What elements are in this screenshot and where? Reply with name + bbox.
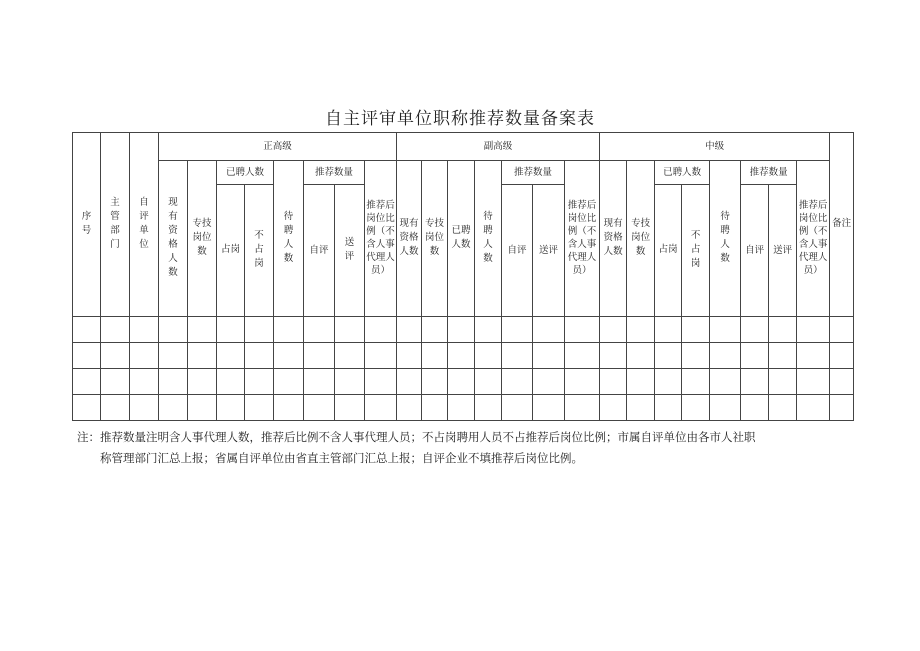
header-occupy-3: 占岗 [655,185,682,316]
table-cell[interactable] [600,342,627,368]
header-self-2: 自评 [502,185,533,316]
table-cell[interactable] [830,342,854,368]
header-rec-3: 推荐数量 [741,161,797,185]
header-post-1: 专技岗位数 [188,161,217,317]
table-cell[interactable] [502,368,533,394]
table-cell[interactable] [655,316,682,342]
table-cell[interactable] [365,342,397,368]
form-title: 自主评审单位职称推荐数量备案表 [325,109,595,129]
table-cell[interactable] [448,342,475,368]
table-cell[interactable] [335,394,365,420]
table-cell[interactable] [600,316,627,342]
table-cell[interactable] [101,368,130,394]
header-hired-1: 已聘人数 [217,161,274,185]
header-hired-2: 已聘人数 [448,161,475,317]
header-seq: 序号 [73,133,101,317]
table-cell[interactable] [533,394,565,420]
table-cell[interactable] [217,368,245,394]
table-cell[interactable] [274,316,304,342]
table-cell[interactable] [304,316,335,342]
table-cell[interactable] [217,316,245,342]
header-send-1: 送评 [335,185,365,316]
table-cell[interactable] [159,368,188,394]
table-cell[interactable] [741,342,769,368]
footnote-line-1: 注：推荐数量注明含人事代理人数，推荐后比例不含人事代理人员；不占岗聘用人员不占推荐后岗位比例；市属自评单位由各市人社职 [77,430,756,444]
table-cell[interactable] [217,394,245,420]
table-cell[interactable] [797,342,830,368]
header-remarks: 备注 [830,133,854,317]
table-cell[interactable] [655,394,682,420]
table-cell[interactable] [335,316,365,342]
table-cell[interactable] [710,316,741,342]
table-cell[interactable] [627,368,655,394]
table-cell[interactable] [830,394,854,420]
table-cell[interactable] [274,368,304,394]
table-cell[interactable] [422,342,448,368]
table-cell[interactable] [797,316,830,342]
table-cell[interactable] [274,394,304,420]
table-cell[interactable] [304,394,335,420]
table-row [73,368,854,394]
header-notoccupy-3: 不占岗 [682,185,710,316]
table-cell[interactable] [502,316,533,342]
table-cell[interactable] [422,368,448,394]
header-rec-2: 推荐数量 [502,161,565,185]
table-cell[interactable] [245,368,274,394]
table-row [73,342,854,368]
table-cell[interactable] [159,394,188,420]
filing-table [72,132,854,421]
header-tohire-3: 待聘人数 [710,161,741,317]
table-cell[interactable] [159,316,188,342]
table-cell[interactable] [422,394,448,420]
table-cell[interactable] [710,368,741,394]
table-cell[interactable] [274,342,304,368]
table-cell[interactable] [475,316,502,342]
table-cell[interactable] [101,342,130,368]
table-cell[interactable] [188,394,217,420]
table-cell[interactable] [627,394,655,420]
table-cell[interactable] [741,316,769,342]
table-row [73,316,854,342]
table-cell[interactable] [741,368,769,394]
table-cell[interactable] [797,394,830,420]
table-cell[interactable] [365,368,397,394]
table-cell[interactable] [448,316,475,342]
header-unit: 自评单位 [130,133,159,317]
table-cell[interactable] [682,394,710,420]
table-cell[interactable] [245,394,274,420]
header-self-1: 自评 [304,185,335,316]
table-cell[interactable] [397,342,422,368]
header-post-3: 专技岗位数 [627,161,655,317]
table-cell[interactable] [335,342,365,368]
header-occupy-1: 占岗 [217,185,245,316]
header-dept: 主管部门 [101,133,130,317]
table-cell[interactable] [655,368,682,394]
table-row [73,394,854,420]
table-cell[interactable] [188,342,217,368]
table-cell[interactable] [245,342,274,368]
header-qualified-3: 现有资格人数 [600,161,627,317]
table-cell[interactable] [741,394,769,420]
table-cell[interactable] [797,368,830,394]
table-cell[interactable] [217,342,245,368]
header-qualified-2: 现有资格人数 [397,161,422,317]
table-cell[interactable] [130,342,159,368]
table-cell[interactable] [397,368,422,394]
table-cell[interactable] [710,394,741,420]
header-send-2: 送评 [533,185,565,316]
table-cell[interactable] [682,316,710,342]
table-cell[interactable] [655,342,682,368]
table-cell[interactable] [422,316,448,342]
header-ratio-2: 推荐后岗位比例（不含人事代理人员） [565,161,600,317]
table-cell[interactable] [769,368,797,394]
table-cell[interactable] [73,316,101,342]
table-cell[interactable] [130,316,159,342]
table-cell[interactable] [769,342,797,368]
table-cell[interactable] [682,368,710,394]
header-vice-senior: 副高级 [397,133,600,161]
table-cell[interactable] [188,368,217,394]
table-cell[interactable] [448,368,475,394]
table-cell[interactable] [335,368,365,394]
table-cell[interactable] [448,394,475,420]
table-cell[interactable] [600,368,627,394]
header-intermediate: 中级 [600,133,830,161]
footnote [77,427,857,469]
table-cell[interactable] [565,394,600,420]
table-cell[interactable] [365,316,397,342]
table-cell[interactable] [475,394,502,420]
table-cell[interactable] [533,342,565,368]
footnote-line-2: 称管理部门汇总上报；省属自评单位由省直主管部门汇总上报；自评企业不填推荐后岗位比例。 [100,451,583,465]
table-cell[interactable] [304,368,335,394]
table-cell[interactable] [397,394,422,420]
table-cell[interactable] [830,316,854,342]
header-qualified-1: 现有资格人数 [159,161,188,317]
header-self-3: 自评 [741,185,769,316]
table-cell[interactable] [533,368,565,394]
table-cell[interactable] [397,316,422,342]
table-cell[interactable] [769,316,797,342]
table-cell[interactable] [682,342,710,368]
table-cell[interactable] [159,342,188,368]
table-cell[interactable] [627,342,655,368]
table-cell[interactable] [600,394,627,420]
header-tohire-1: 待聘人数 [274,161,304,317]
table-cell[interactable] [188,316,217,342]
table-cell[interactable] [565,316,600,342]
table-cell[interactable] [565,368,600,394]
table-cell[interactable] [365,394,397,420]
table-cell[interactable] [769,394,797,420]
table-cell[interactable] [475,368,502,394]
table-cell[interactable] [304,342,335,368]
header-senior: 正高级 [159,133,397,161]
table-cell[interactable] [245,316,274,342]
header-hired-3: 已聘人数 [655,161,710,185]
table-cell[interactable] [502,342,533,368]
header-tohire-2: 待聘人数 [475,161,502,317]
table-cell[interactable] [627,316,655,342]
header-post-2: 专技岗位数 [422,161,448,317]
header-notoccupy-1: 不占岗 [245,185,274,316]
table-cell[interactable] [830,368,854,394]
table-cell[interactable] [565,342,600,368]
table-cell[interactable] [101,316,130,342]
table-cell[interactable] [502,394,533,420]
table-cell[interactable] [73,368,101,394]
table-cell[interactable] [73,342,101,368]
table-cell[interactable] [130,394,159,420]
table-cell[interactable] [533,316,565,342]
table-cell[interactable] [475,342,502,368]
header-ratio-1: 推荐后岗位比例（不含人事代理人员） [365,161,397,317]
table-cell[interactable] [101,394,130,420]
header-ratio-3: 推荐后岗位比例（不含人事代理人员） [797,161,830,317]
header-rec-1: 推荐数量 [304,161,365,185]
table-cell[interactable] [73,394,101,420]
header-send-3: 送评 [769,185,797,316]
table-cell[interactable] [130,368,159,394]
table-cell[interactable] [710,342,741,368]
